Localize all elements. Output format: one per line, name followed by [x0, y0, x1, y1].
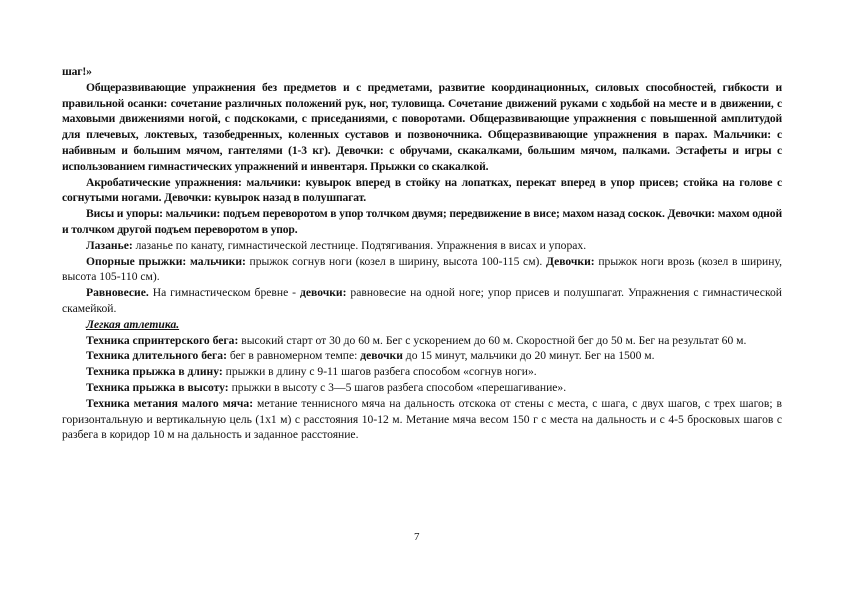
text-long-jump: прыжки в длину с 9-11 шагов разбега способом «согнув ноги».	[222, 365, 537, 379]
text-long-run: бег в равномерном темпе:	[226, 349, 358, 363]
text-girls-hangs: махом одной и толчком другой подъем переворотом в упор.	[62, 207, 782, 236]
text-long-run-detail: до 15 минут, мальчики до 20 минут. Бег на 1500 м.	[402, 349, 655, 363]
paragraph-vaults	[62, 254, 782, 286]
text-girls-general: с обручами, скакалками, большим мячом, палками. Эстафеты и игры с использованием гимнастических упражнений и инвентаря. Прыжки со скакалкой.	[62, 143, 782, 173]
paragraph-general-exercises	[62, 80, 782, 175]
text-ball-throw: метание теннисного мяча на дальность отскока от стены с места, с шага, с двух шагов, с трех шагов; в горизонтальную и вертикальную цель (1х1 м) с расстояния 10-12 м. Метание мяча весом 150 г с места на дальность и с 4-5 бросковых шагов с разбега в коридор 10 м на дальность и заданное расстояние.	[62, 396, 782, 442]
paragraph-climbing	[62, 238, 782, 254]
heading-climbing: Лазанье:	[86, 238, 133, 252]
text-boys-hangs: подъем переворотом в упор толчком двумя; передвижение в висе; махом назад соскок.	[220, 207, 665, 221]
heading-ball-throw: Техника метания малого мяча:	[86, 396, 254, 410]
label-boys: мальчики:	[162, 207, 221, 221]
label-girls: Девочки:	[664, 207, 715, 221]
text-girls-vaults: прыжок ноги врозь (козел в ширину, высота 105-110 см).	[62, 254, 782, 284]
heading-balance: Равновесие.	[86, 286, 149, 300]
text-balance: На гимнастическом бревне -	[148, 286, 297, 300]
label-boys: Мальчики:	[707, 128, 772, 142]
text-boys-vaults: прыжок согнув ноги (козел в ширину, высота 100-115 см).	[245, 254, 543, 268]
label-girls: Девочки:	[542, 254, 595, 268]
page-number: 7	[414, 531, 420, 543]
label-girls: Девочки:	[330, 143, 384, 157]
paragraph-high-jump	[62, 380, 782, 396]
text-girls-balance: равновесие на одной ноге; упор присев и полушпагат. Упражнения с гимнастической скамейкой.	[62, 286, 782, 315]
document-body	[62, 64, 782, 443]
label-boys: мальчики:	[241, 175, 301, 189]
label-girls: девочки:	[296, 286, 347, 300]
heading-long-run: Техника длительного бега:	[86, 349, 227, 363]
text-girls-acrobatics: кувырок назад в полушпагат.	[211, 191, 367, 205]
text-sprint: высокий старт от 30 до 60 м. Бег с ускорением до 60 м. Скоростной бег до 50 м. Бег на результат 60 м.	[238, 333, 747, 347]
paragraph-hangs-supports	[62, 206, 782, 238]
heading-acrobatics: Акробатические упражнения:	[86, 175, 242, 189]
heading-sprint: Техника спринтерского бега:	[86, 333, 239, 347]
text-boys-acrobatics: кувырок вперед в стойку на лопатках, перекат вперед в упор присев; стойка на голове с согнутыми ногами.	[62, 175, 783, 205]
label-girls: Девочки:	[161, 191, 212, 205]
paragraph-ball-throw	[62, 396, 782, 443]
paragraph-sprint	[62, 333, 782, 349]
text-high-jump: прыжки в высоту с 3—5 шагов разбега способом «перешагивание».	[228, 380, 567, 394]
paragraph-long-jump	[62, 364, 782, 380]
heading-high-jump: Техника прыжка в высоту:	[86, 380, 229, 394]
paragraph-acrobatics	[62, 175, 782, 207]
heading-vaults: Опорные прыжки:	[86, 254, 187, 268]
heading-long-jump: Техника прыжка в длину:	[86, 365, 223, 379]
heading-general-exercises: Общеразвивающие упражнения без предметов и с предметами, развитие координационных, силовых способностей, гибкости и правильной осанки:	[62, 80, 782, 110]
heading-hangs-supports: Висы и упоры:	[86, 207, 163, 221]
paragraph-balance	[62, 285, 782, 317]
text-general-exercises: сочетание различных положений рук, ног, туловища. Сочетание движений руками с ходьбой на месте и в движении, с маховыми движениями ногой, с подскоками, с приседаниями, с поворотами. Общеразвивающие упражнения с повышенной амплитудой для плечевых, локтевых, тазобедренных, коленных суставов и позвоночника. Общеразвивающие упражнения в парах.	[62, 96, 782, 142]
paragraph-long-run	[62, 348, 782, 364]
text-climbing: лазанье по канату, гимнастической лестнице. Подтягивания. Упражнения в висах и упорах.	[132, 238, 587, 252]
section-title-athletics: Легкая атлетика.	[86, 317, 180, 331]
label-girls: девочки	[357, 349, 403, 363]
label-boys: мальчики:	[186, 254, 246, 268]
paragraph-intro-fragment: шаг!»	[62, 65, 92, 78]
text-boys-general: с набивным и большим мячом, гантелями (1-3 кг).	[62, 128, 782, 157]
